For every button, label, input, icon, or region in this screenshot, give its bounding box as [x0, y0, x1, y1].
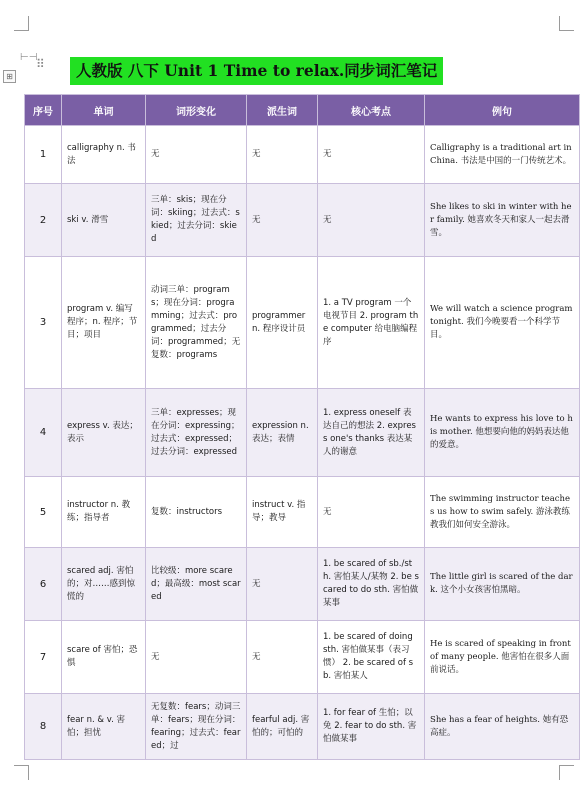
row-derived: instruct v. 指导；教导	[247, 477, 318, 548]
table-row	[25, 548, 580, 621]
row-word: instructor n. 教练；指导者	[62, 477, 146, 548]
row-index: 3	[25, 257, 62, 389]
table-row	[25, 126, 580, 184]
row-forms: 三单：expresses；现在分词：expressing；过去式：expressed；过去分词：expressed	[146, 389, 247, 477]
row-index: 8	[25, 694, 62, 760]
row-example: We will watch a science program tonight. 我们今晚要看一个科学节目。	[425, 257, 580, 389]
row-points: 1. for fear of 生怕；以免 2. fear to do sth. 害怕做某事	[318, 694, 425, 760]
row-index: 4	[25, 389, 62, 477]
row-forms: 无	[146, 126, 247, 184]
row-forms: 无	[146, 621, 247, 694]
row-derived: 无	[247, 126, 318, 184]
row-word: calligraphy n. 书法	[62, 126, 146, 184]
row-index: 6	[25, 548, 62, 621]
table-row	[25, 184, 580, 257]
row-derived: expression n. 表达；表情	[247, 389, 318, 477]
row-index: 1	[25, 126, 62, 184]
row-forms: 动词三单：programs；现在分词：programming；过去式：programmed；过去分词：programmed；无复数：programs	[146, 257, 247, 389]
row-derived: 无	[247, 621, 318, 694]
row-forms: 三单：skis；现在分词：skiing；过去式：skied；过去分词：skied	[146, 184, 247, 257]
row-derived: 无	[247, 184, 318, 257]
page-title: 人教版 八下 Unit 1 Time to relax.同步词汇笔记	[70, 57, 443, 85]
row-index: 5	[25, 477, 62, 548]
row-forms: 无复数：fears；动词三单：fears；现在分词：fearing；过去式：feared；过	[146, 694, 247, 760]
row-derived: programmer n. 程序设计员	[247, 257, 318, 389]
row-forms: 复数：instructors	[146, 477, 247, 548]
heading-marker-icon: ⊢⊣	[20, 52, 38, 63]
row-word: scared adj. 害怕的；对……感到惊慌的	[62, 548, 146, 621]
row-example: Calligraphy is a traditional art in China. 书法是中国的一门传统艺术。	[425, 126, 580, 184]
row-example: He wants to express his love to his mother. 他想要向他的妈妈表达他的爱意。	[425, 389, 580, 477]
crop-mark-bottom-left	[14, 765, 29, 780]
row-derived: 无	[247, 548, 318, 621]
header-index: 序号	[25, 95, 62, 126]
row-index: 2	[25, 184, 62, 257]
table-row	[25, 694, 580, 760]
row-points: 1. be scared of doing sth. 害怕做某事（表习惯） 2. be scared of sb. 害怕某人	[318, 621, 425, 694]
row-points: 1. express oneself 表达自己的想法 2. express one's thanks 表达某人的谢意	[318, 389, 425, 477]
row-points: 1. be scared of sb./sth. 害怕某人/某物 2. be scared to do sth. 害怕做某事	[318, 548, 425, 621]
table-row	[25, 621, 580, 694]
table-row	[25, 257, 580, 389]
row-word: fear n. & v. 害怕；担忧	[62, 694, 146, 760]
header-points: 核心考点	[318, 95, 425, 126]
table-move-handle-icon[interactable]: ⊞	[3, 70, 16, 83]
header-forms: 词形变化	[146, 95, 247, 126]
row-points: 无	[318, 477, 425, 548]
row-word: program v. 编写程序；n. 程序；节目；项目	[62, 257, 146, 389]
header-word: 单词	[62, 95, 146, 126]
crop-mark-bottom-right	[559, 765, 574, 780]
row-example: The swimming instructor teaches us how to swim safely. 游泳教练教我们如何安全游泳。	[425, 477, 580, 548]
row-example: She has a fear of heights. 她有恐高症。	[425, 694, 580, 760]
table-row	[25, 389, 580, 477]
row-word: scare of 害怕；恐惧	[62, 621, 146, 694]
table-row	[25, 477, 580, 548]
header-derived: 派生词	[247, 95, 318, 126]
row-index: 7	[25, 621, 62, 694]
crop-mark-top-right	[559, 16, 574, 31]
row-derived: fearful adj. 害怕的；可怕的	[247, 694, 318, 760]
row-points: 无	[318, 184, 425, 257]
row-points: 无	[318, 126, 425, 184]
row-example: She likes to ski in winter with her family. 她喜欢冬天和家人一起去滑雪。	[425, 184, 580, 257]
crop-mark-top-left	[14, 16, 29, 31]
row-points: 1. a TV program 一个电视节目 2. program the computer 给电脑编程序	[318, 257, 425, 389]
row-word: express v. 表达；表示	[62, 389, 146, 477]
row-example: The little girl is scared of the dark. 这个小女孩害怕黑暗。	[425, 548, 580, 621]
row-word: ski v. 滑雪	[62, 184, 146, 257]
row-example: He is scared of speaking in front of many people. 他害怕在很多人面前说话。	[425, 621, 580, 694]
drag-handle-icon[interactable]: ⠿	[36, 57, 45, 71]
table-header-row	[25, 95, 580, 126]
header-example: 例句	[425, 95, 580, 126]
vocabulary-table	[24, 94, 580, 760]
row-forms: 比较级：more scared；最高级：most scared	[146, 548, 247, 621]
